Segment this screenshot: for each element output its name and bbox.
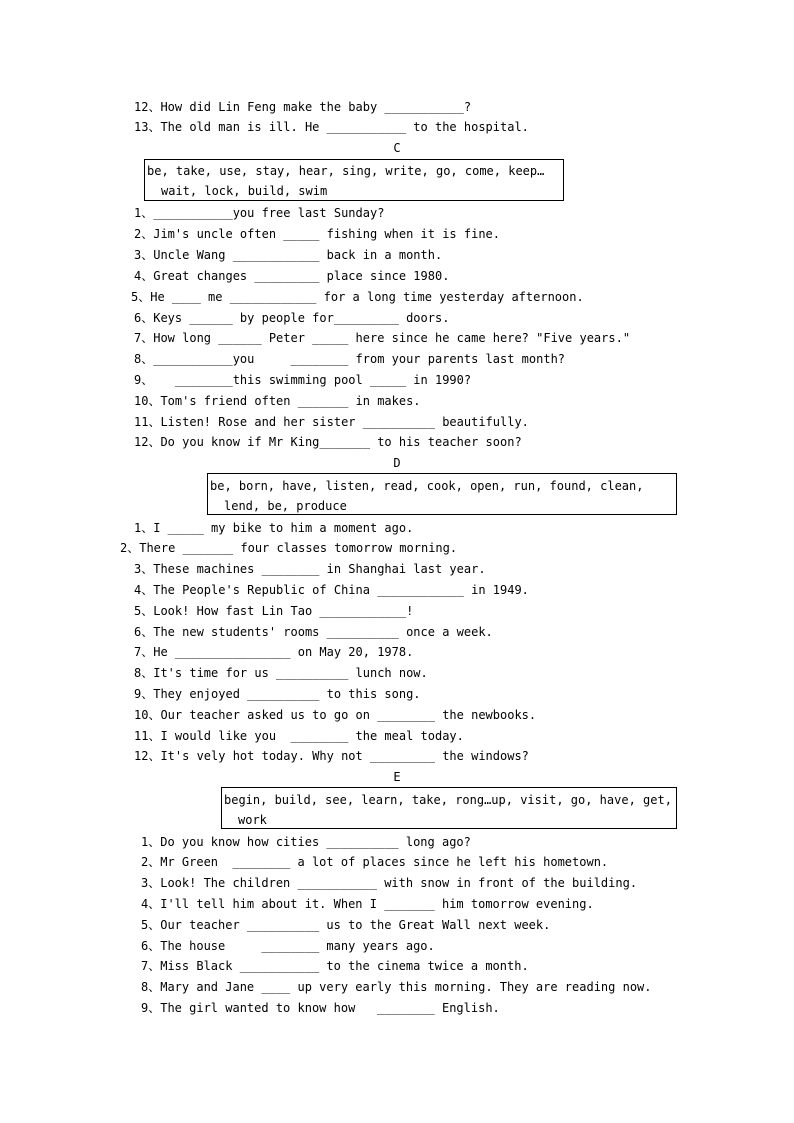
exercise-item: 1、___________you free last Sunday? — [134, 206, 385, 220]
exercise-item: 8、It's time for us __________ lunch now. — [134, 666, 428, 680]
exercise-item: 12、Do you know if Mr King_______ to his teacher soon? — [134, 435, 522, 449]
exercise-item: 10、Our teacher asked us to go on ________ the newbooks. — [134, 708, 537, 722]
exercise-item: 9、The girl wanted to know how ________ English. — [141, 1001, 500, 1015]
exercise-item: 3、Uncle Wang ____________ back in a month. — [134, 248, 443, 262]
exercise-item: 9、They enjoyed __________ to this song. — [134, 687, 421, 701]
exercise-item: 6、Keys ______ by people for_________ doors. — [134, 311, 450, 325]
exercise-item: 12、It's vely hot today. Why not _________ the windows? — [134, 749, 529, 763]
exercise-item: 5、Look! How fast Lin Tao ____________! — [134, 604, 414, 618]
section-c-word-box — [144, 159, 564, 201]
section-d-header: D — [393, 456, 401, 470]
word-box-line: work — [238, 813, 267, 827]
exercise-item: 6、The house ________ many years ago. — [141, 939, 435, 953]
exercise-item: 11、I would like you ________ the meal today. — [134, 729, 464, 743]
word-box-line: be, take, use, stay, hear, sing, write, go, come, keep… — [147, 164, 545, 178]
word-box-line: wait, lock, build, swim — [161, 184, 328, 198]
exercise-item: 4、The People's Republic of China ____________ in 1949. — [134, 583, 529, 597]
exercise-item: 9、 ________this swimming pool _____ in 1990? — [134, 373, 472, 387]
exercise-item: 5、He ____ me ____________ for a long time yesterday afternoon. — [131, 290, 584, 304]
section-c-header: C — [393, 141, 401, 155]
section-e-word-box — [221, 787, 677, 829]
exercise-item: 4、Great changes _________ place since 1980. — [134, 269, 450, 283]
exercise-item: 1、I _____ my bike to him a moment ago. — [134, 521, 414, 535]
section-d-word-box — [207, 473, 677, 515]
exercise-item: 1、Do you know how cities __________ long ago? — [141, 835, 471, 849]
section-e-header: E — [393, 770, 401, 784]
exercise-item: 8、Mary and Jane ____ up very early this morning. They are reading now. — [141, 980, 652, 994]
exercise-item: 3、Look! The children ___________ with snow in front of the building. — [141, 876, 638, 890]
exercise-item: 2、Jim's uncle often _____ fishing when it is fine. — [134, 227, 501, 241]
exercise-item: 4、I'll tell him about it. When I _______ him tomorrow evening. — [141, 897, 594, 911]
exercise-item: 2、Mr Green ________ a lot of places since he left his hometown. — [141, 855, 609, 869]
word-box-line: begin, build, see, learn, take, rong…up, visit, go, have, get, — [224, 793, 672, 807]
word-box-line: be, born, have, listen, read, cook, open, run, found, clean, — [210, 479, 644, 493]
exercise-item: 5、Our teacher __________ us to the Great Wall next week. — [141, 918, 551, 932]
exercise-item: 6、The new students' rooms __________ once a week. — [134, 625, 493, 639]
exercise-item: 10、Tom's friend often _______ in makes. — [134, 394, 421, 408]
exercise-item: 13、The old man is ill. He ___________ to the hospital. — [134, 120, 529, 134]
exercise-item: 12、How did Lin Feng make the baby ___________? — [134, 100, 472, 114]
exercise-item: 8、___________you ________ from your parents last month? — [134, 352, 566, 366]
exercise-item: 7、How long ______ Peter _____ here since he came here? "Five years." — [134, 331, 631, 345]
exercise-item: 7、He ________________ on May 20, 1978. — [134, 645, 414, 659]
exercise-item: 3、These machines ________ in Shanghai last year. — [134, 562, 486, 576]
exercise-item: 2、There _______ four classes tomorrow morning. — [120, 541, 458, 555]
exercise-item: 7、Miss Black ___________ to the cinema twice a month. — [141, 959, 529, 973]
exercise-item: 11、Listen! Rose and her sister __________ beautifully. — [134, 415, 529, 429]
word-box-line: lend, be, produce — [224, 499, 347, 513]
